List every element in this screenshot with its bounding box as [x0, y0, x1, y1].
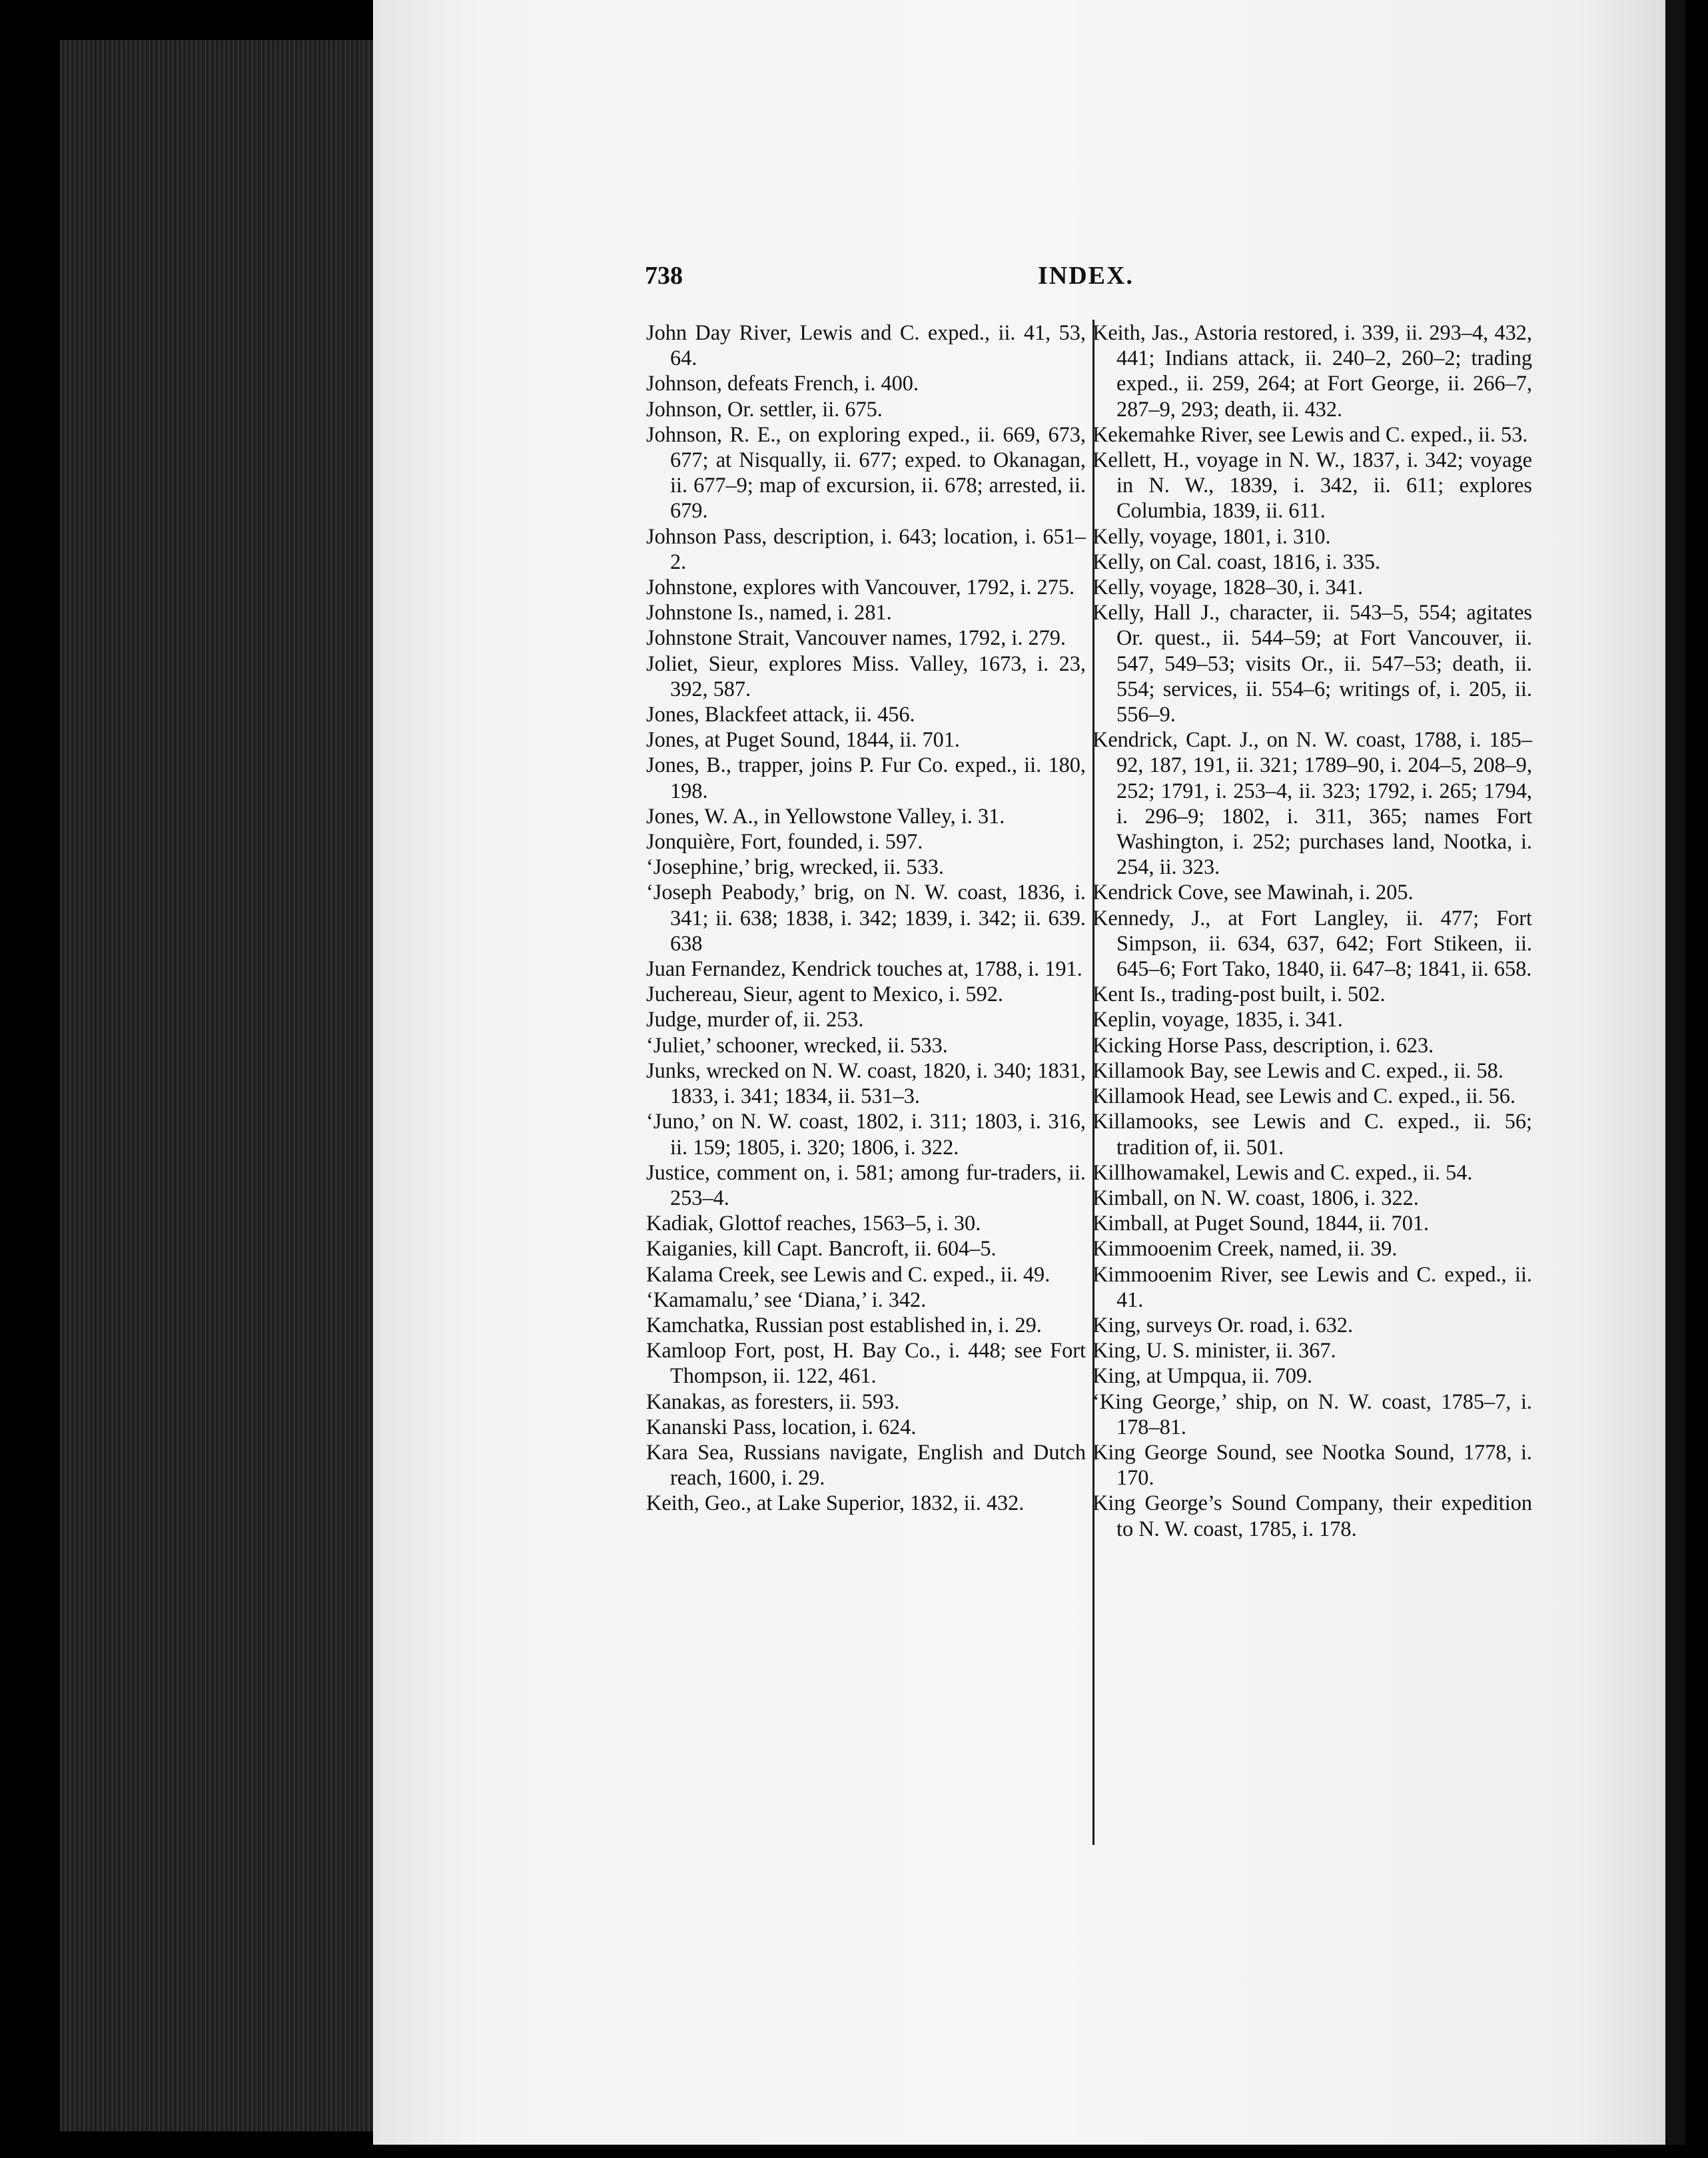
- index-entry: Kamloop Fort, post, H. Bay Co., i. 448; see Fort Thompson, ii. 122, 461.: [646, 1338, 1086, 1388]
- index-entry: Kelly, Hall J., character, ii. 543–5, 554; agitates Or. quest., ii. 544–59; at Fort Vancouver, ii. 547, 549–53; visits Or., ii. 547–53; death, ii. 554; services, ii. 554–6; writings of, i. 205, ii. 556–9.: [1092, 600, 1532, 727]
- page-right-shadow: [1665, 0, 1685, 2145]
- index-entry: Juan Fernandez, Kendrick touches at, 1788, i. 191.: [646, 956, 1082, 981]
- index-entry: Johnson Pass, description, i. 643; location, i. 651–2.: [646, 524, 1086, 573]
- index-entry: Justice, comment on, i. 581; among fur-traders, ii. 253–4.: [646, 1160, 1086, 1210]
- index-entry: Kelly, voyage, 1801, i. 310.: [1092, 524, 1331, 548]
- index-entry: Killamooks, see Lewis and C. exped., ii. 56; tradition of, ii. 501.: [1092, 1109, 1532, 1159]
- index-entry: Kimball, on N. W. coast, 1806, i. 322.: [1092, 1185, 1419, 1210]
- index-entry: Kara Sea, Russians navigate, English and Dutch reach, 1600, i. 29.: [646, 1439, 1086, 1490]
- book-page-edges: [60, 40, 380, 2131]
- index-entry: Keplin, voyage, 1835, i. 341.: [1092, 1007, 1343, 1032]
- index-entry: Keith, Jas., Astoria restored, i. 339, ii. 293–4, 432, 441; Indians attack, ii. 240–2, 260–2; trading exped., ii. 259, 264; at Fort George, ii. 266–7, 287–9, 293; death, ii. 432.: [1092, 320, 1532, 421]
- index-entry: Keith, Geo., at Lake Superior, 1832, ii. 432.: [646, 1491, 1025, 1515]
- index-entry: Junks, wrecked on N. W. coast, 1820, i. 340; 1831, 1833, i. 341; 1834, ii. 531–3.: [646, 1058, 1086, 1108]
- index-entry: King, surveys Or. road, i. 632.: [1092, 1312, 1354, 1337]
- index-entry: Kimmooenim Creek, named, ii. 39.: [1092, 1236, 1398, 1261]
- index-entry: ‘King George,’ ship, on N. W. coast, 1785–7, i. 178–81.: [1092, 1389, 1532, 1439]
- index-entry: Jonquière, Fort, founded, i. 597.: [646, 829, 923, 854]
- index-entry: Kalama Creek, see Lewis and C. exped., ii. 49.: [646, 1261, 1051, 1286]
- index-entry: Johnstone Is., named, i. 281.: [646, 600, 892, 625]
- index-entry: Kananski Pass, location, i. 624.: [646, 1414, 917, 1439]
- index-entry: Jones, W. A., in Yellowstone Valley, i. 31.: [646, 803, 1005, 828]
- running-head: INDEX.: [1038, 262, 1134, 290]
- index-entry: Kekemahke River, see Lewis and C. exped., ii. 53.: [1092, 422, 1528, 446]
- index-entry: Kimball, at Puget Sound, 1844, ii. 701.: [1092, 1211, 1430, 1236]
- index-entry: Killamook Head, see Lewis and C. exped., ii. 56.: [1092, 1084, 1516, 1108]
- index-entry: Johnson, defeats French, i. 400.: [646, 371, 919, 396]
- index-entry: Johnson, R. E., on exploring exped., ii. 669, 673, 677; at Nisqually, ii. 677; exped. to Okanagan, ii. 677–9; map of excursion, ii. 678; arrested, ii. 679.: [646, 422, 1086, 523]
- index-entry: Juchereau, Sieur, agent to Mexico, i. 592.: [646, 982, 1003, 1006]
- index-entry: Johnstone, explores with Vancouver, 1792, i. 275.: [646, 575, 1075, 599]
- index-entry: Kendrick, Capt. J., on N. W. coast, 1788, i. 185–92, 187, 191, ii. 321; 1789–90, i. 204–5, 208–9, 252; 1791, i. 253–4, ii. 323; 1792, i. 265; 1794, i. 296–9; 1802, i. 311, 365; names Fort Washington, i. 252; purchases land, Nootka, i. 254, ii. 323.: [1092, 727, 1532, 879]
- index-entry: ‘Juliet,’ schooner, wrecked, ii. 533.: [646, 1032, 948, 1057]
- index-entry: Kadiak, Glottof reaches, 1563–5, i. 30.: [646, 1211, 981, 1236]
- index-entry: Kicking Horse Pass, description, i. 623.: [1092, 1032, 1434, 1057]
- index-entry: Johnstone Strait, Vancouver names, 1792, i. 279.: [646, 625, 1067, 650]
- index-entry: Kelly, on Cal. coast, 1816, i. 335.: [1092, 549, 1381, 573]
- index-entry: Kent Is., trading-post built, i. 502.: [1092, 982, 1386, 1006]
- index-entry: King George’s Sound Company, their expedition to N. W. coast, 1785, i. 178.: [1092, 1491, 1532, 1541]
- index-entry: Kennedy, J., at Fort Langley, ii. 477; Fort Simpson, ii. 634, 637, 642; Fort Stikeen, ii. 645–6; Fort Tako, 1840, ii. 647–8; 1841, ii. 658.: [1092, 905, 1532, 981]
- index-entry: Kanakas, as foresters, ii. 593.: [646, 1389, 900, 1413]
- index-entry: Kaiganies, kill Capt. Bancroft, ii. 604–5.: [646, 1236, 997, 1261]
- index-entry: Killhowamakel, Lewis and C. exped., ii. 54.: [1092, 1160, 1473, 1184]
- index-entry: Judge, murder of, ii. 253.: [646, 1007, 864, 1032]
- index-entry: ‘Kamamalu,’ see ‘Diana,’ i. 342.: [646, 1287, 927, 1311]
- index-entry: ‘Josephine,’ brig, wrecked, ii. 533.: [646, 855, 944, 879]
- index-entry: ‘Juno,’ on N. W. coast, 1802, i. 311; 1803, i. 316, ii. 159; 1805, i. 320; 1806, i. 322.: [646, 1109, 1086, 1159]
- index-entry: Jones, at Puget Sound, 1844, ii. 701.: [646, 727, 961, 752]
- index-entry: John Day River, Lewis and C. exped., ii. 41, 53, 64.: [646, 320, 1086, 370]
- page-header: [645, 261, 1564, 296]
- index-entry: King, at Umpqua, ii. 709.: [1092, 1363, 1313, 1388]
- index-entry: Johnson, Or. settler, ii. 675.: [646, 396, 883, 421]
- index-entry: Joliet, Sieur, explores Miss. Valley, 1673, i. 23, 392, 587.: [646, 651, 1086, 701]
- index-entry: Kelly, voyage, 1828–30, i. 341.: [1092, 575, 1364, 599]
- index-entry: Kellett, H., voyage in N. W., 1837, i. 342; voyage in N. W., 1839, i. 342, ii. 611; explores Columbia, 1839, ii. 611.: [1092, 448, 1532, 523]
- index-entry: King, U. S. minister, ii. 367.: [1092, 1338, 1336, 1363]
- index-entry: Jones, B., trapper, joins P. Fur Co. exped., ii. 180, 198.: [646, 753, 1086, 803]
- index-entry: ‘Joseph Peabody,’ brig, on N. W. coast, 1836, i. 341; ii. 638; 1838, i. 342; 1839, i. 342; ii. 639. 638: [646, 880, 1086, 955]
- index-entry: Kamchatka, Russian post established in, i. 29.: [646, 1312, 1042, 1337]
- index-entry: Killamook Bay, see Lewis and C. exped., ii. 58.: [1092, 1058, 1503, 1082]
- index-column-left: [646, 320, 1086, 1516]
- index-entry: Kendrick Cove, see Mawinah, i. 205.: [1092, 880, 1414, 904]
- index-entry: King George Sound, see Nootka Sound, 1778, i. 170.: [1092, 1439, 1532, 1490]
- page-number: 738: [645, 262, 683, 290]
- index-entry: Kimmooenim River, see Lewis and C. exped., ii. 41.: [1092, 1261, 1532, 1311]
- index-column-right: [1092, 320, 1532, 1541]
- index-entry: Jones, Blackfeet attack, ii. 456.: [646, 702, 915, 727]
